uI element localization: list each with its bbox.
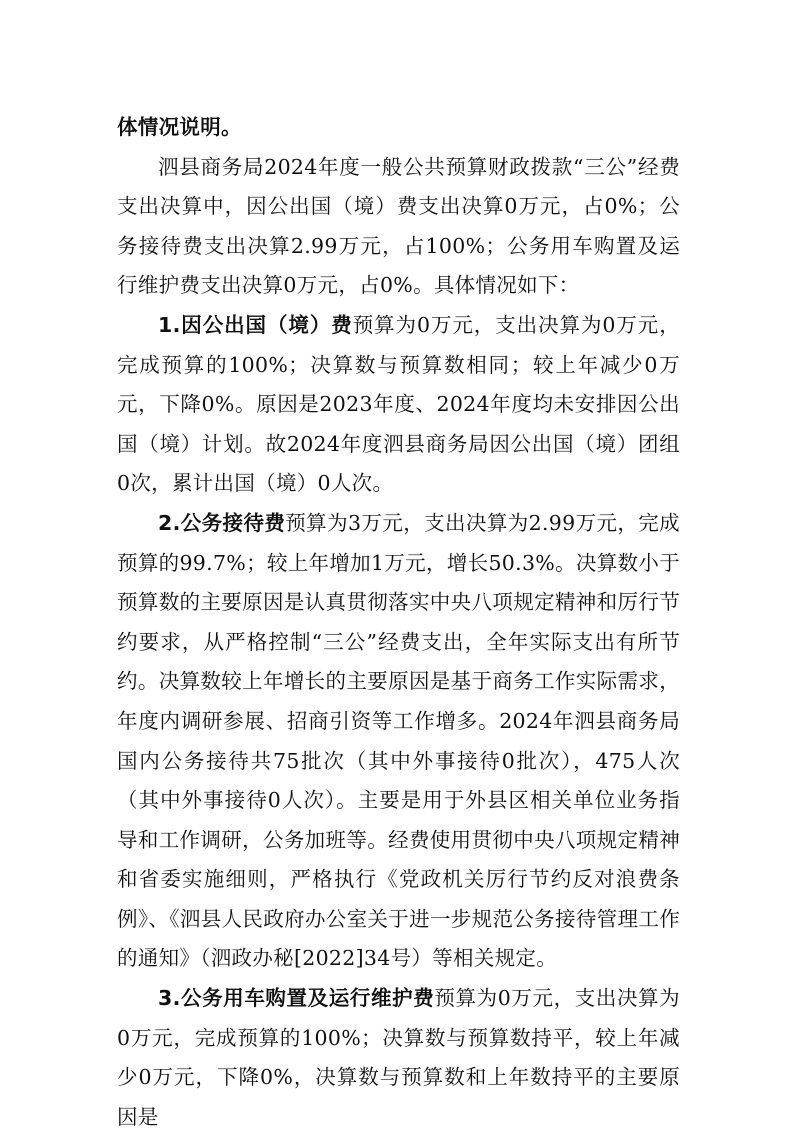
section-overseas-travel [117, 306, 680, 504]
section-heading: 1.因公出国（境）费 [158, 312, 353, 337]
section-official-reception [117, 504, 680, 979]
section-text: 预算为0万元，支出决算为0万元，完成预算的100%；决算数与预算数相同；较上年减少0万元，下降0%。原因是2023年度、2024年度均未安排因公出国（境）计划。故2024年度泗县商务局因公出国（境）团组0次，累计出国（境）0人次。 [117, 312, 680, 496]
document-body [117, 108, 680, 1137]
section-official-vehicles [117, 979, 680, 1137]
intro-paragraph [117, 108, 680, 148]
intro-heading: 体情况说明。 [117, 115, 242, 139]
section-heading: 2.公务接待费 [158, 510, 286, 535]
summary-paragraph [117, 148, 680, 306]
section-heading: 3.公务用车购置及运行维护费 [158, 986, 435, 1011]
section-text: 预算为3万元，支出决算为2.99万元，完成预算的99.7%；较上年增加1万元，增长50.3%。决算数小于预算数的主要原因是认真贯彻落实中央八项规定精神和厉行节约要求，从严格控制“三公”经费支出，全年实际支出有所节约。决算数较上年增长的主要原因是基于商务工作实际需求，年度内调研参展、招商引资等工作增多。2024年泗县商务局国内公务接待共75批次（其中外事接待0批次），475人次（其中外事接待0人次）。主要是用于外县区相关单位业务指导和工作调研，公务加班等。经费使用贯彻中央八项规定精神和省委实施细则，严格执行《党政机关厉行节约反对浪费条例》、《泗县人民政府办公室关于进一步规范公务接待管理工作的通知》（泗政办秘[2022]34号）等相关规定。 [117, 510, 680, 971]
section-text: 预算为0万元，支出决算为0万元，完成预算的100%；决算数与预算数持平，较上年减少0万元，下降0%，决算数与预算数和上年数持平的主要原因是 [117, 986, 680, 1129]
summary-text: 泗县商务局2024年度一般公共预算财政拨款“三公”经费支出决算中，因公出国（境）费支出决算0万元，占0%；公务接待费支出决算2.99万元，占100%；公务用车购置及运行维护费支出决算0万元，占0%。具体情况如下： [117, 154, 680, 298]
